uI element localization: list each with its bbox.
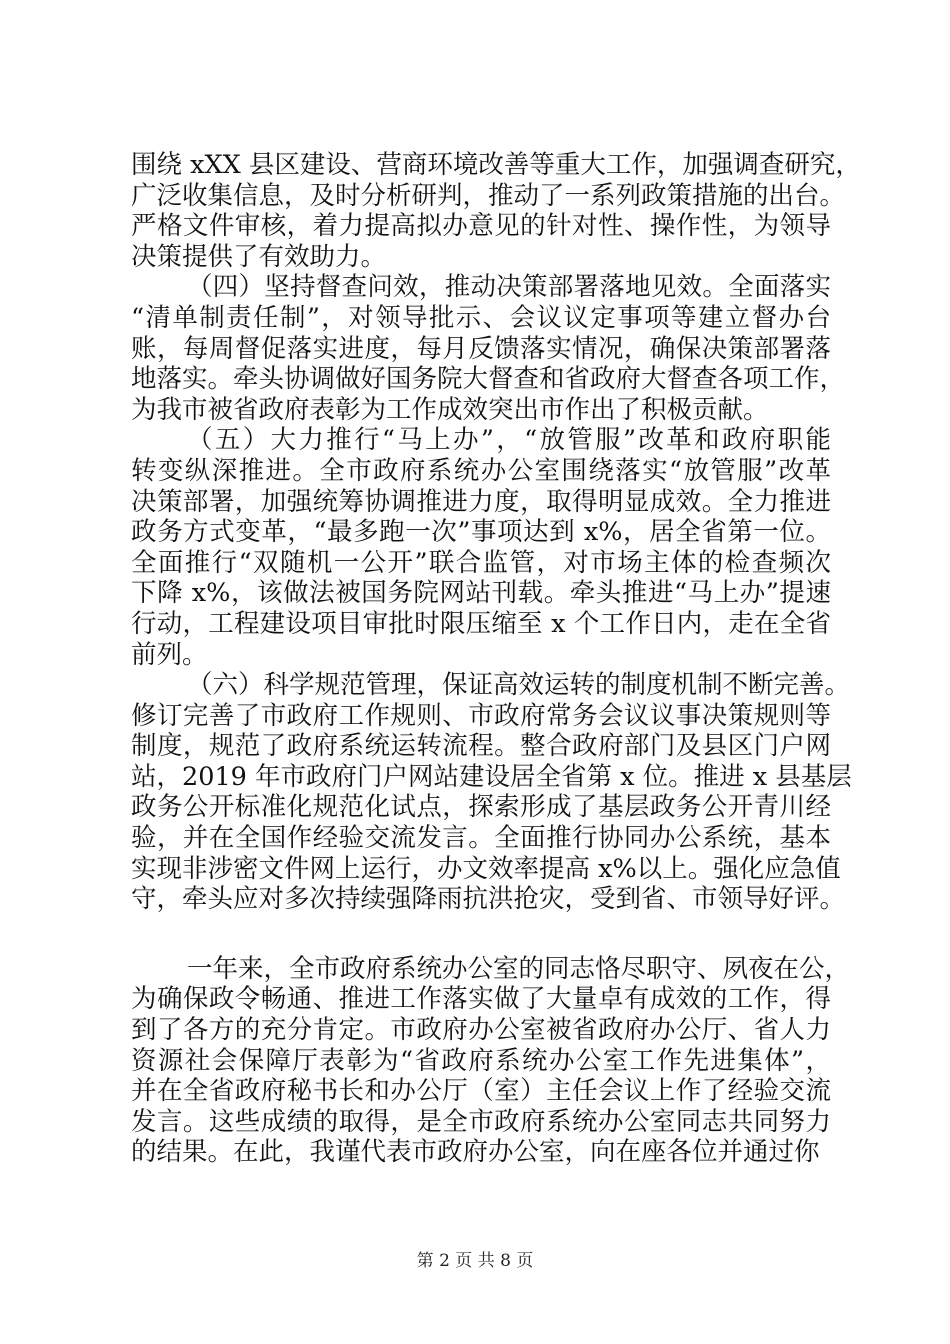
paragraph-gap — [131, 915, 831, 954]
text-line: 决策提供了有效助力。 — [131, 241, 387, 272]
text-line: 制度，规范了政府系统运转流程。整合政府部门及县区门户网 — [131, 731, 831, 762]
text-line: 前列。 — [131, 639, 208, 670]
text-line: 账，每周督促落实进度，每月反馈落实情况，确保决策部署落 — [131, 333, 831, 364]
text-line: 地落实。牵头协调做好国务院大督查和省政府大督查各项工作， — [131, 364, 846, 395]
paragraph — [131, 670, 852, 915]
text-line: 验，并在全国作经验交流发言。全面推行协同办公系统，基本 — [131, 823, 831, 854]
text-line: “清单制责任制”，对领导批示、会议议定事项等建立督办台 — [131, 302, 831, 333]
paragraph — [131, 425, 831, 670]
page-footer: 第 2 页 共 8 页 — [416, 1251, 534, 1271]
text-line: 一年来，全市政府系统办公室的同志恪尽职守、夙夜在公， — [187, 953, 851, 984]
text-line: 转变纵深推进。全市政府系统办公室围绕落实“放管服”改革 — [131, 455, 831, 486]
text-line: 实现非涉密文件网上运行，办文效率提高 x%以上。强化应急值 — [131, 853, 841, 884]
text-line: 政务方式变革，“最多跑一次”事项达到 x%，居全省第一位。 — [131, 517, 831, 548]
text-line: 为我市被省政府表彰为工作成效突出市作出了积极贡献。 — [131, 394, 769, 425]
paragraph — [131, 272, 846, 425]
text-line: 决策部署，加强统筹协调推进力度，取得明显成效。全力推进 — [131, 486, 831, 517]
text-line: （四）坚持督查问效，推动决策部署落地见效。全面落实 — [187, 272, 831, 303]
text-line: 下降 x%，该做法被国务院网站刊载。牵头推进“马上办”提速 — [131, 578, 831, 609]
text-line: 围绕 xXX 县区建设、营商环境改善等重大工作，加强调查研究， — [131, 150, 861, 180]
text-line: 广泛收集信息，及时分析研判，推动了一系列政策措施的出台。 — [131, 180, 846, 211]
text-line: 行动，工程建设项目审批时限压缩至 x 个工作日内，走在全省 — [131, 608, 831, 639]
text-line: 守，牵头应对多次持续强降雨抗洪抢灾，受到省、市领导好评。 — [131, 884, 846, 915]
text-line: 发言。这些成绩的取得，是全市政府系统办公室同志共同努力 — [131, 1106, 831, 1137]
document-body — [131, 150, 861, 1168]
text-line: （六）科学规范管理，保证高效运转的制度机制不断完善。 — [187, 670, 851, 701]
text-line: 严格文件审核，着力提高拟办意见的针对性、操作性，为领导 — [131, 211, 831, 242]
paragraph — [131, 150, 861, 272]
text-line: （五）大力推行“马上办”，“放管服”改革和政府职能 — [187, 425, 831, 456]
text-line: 站，2019 年市政府门户网站建设居全省第 x 位。推进 x 县基层 — [131, 761, 852, 792]
text-line: 修订完善了市政府工作规则、市政府常务会议议事决策规则等 — [131, 700, 831, 731]
text-line: 为确保政令畅通、推进工作落实做了大量卓有成效的工作，得 — [131, 984, 831, 1015]
text-line: 到了各方的充分肯定。市政府办公室被省政府办公厅、省人力 — [131, 1015, 831, 1046]
text-line: 并在全省政府秘书长和办公厅（室）主任会议上作了经验交流 — [131, 1076, 831, 1107]
paragraph — [131, 953, 851, 1168]
text-line: 全面推行“双随机一公开”联合监管，对市场主体的检查频次 — [131, 547, 831, 578]
text-line: 资源社会保障厅表彰为“省政府系统办公室工作先进集体”， — [131, 1045, 831, 1076]
text-line: 政务公开标准化规范化试点，探索形成了基层政务公开青川经 — [131, 792, 831, 823]
text-line: 的结果。在此，我谨代表市政府办公室，向在座各位并通过你 — [131, 1137, 820, 1168]
